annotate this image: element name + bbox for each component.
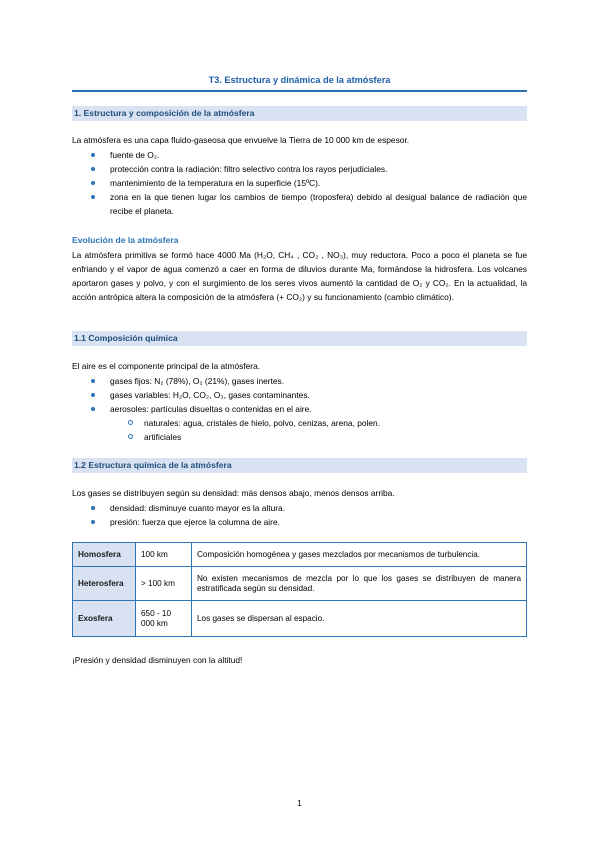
list-item: densidad: disminuye cuanto mayor es la altura. bbox=[72, 501, 527, 515]
section-1-intro: La atmósfera es una capa fluido-gaseosa que envuelve la Tierra de 10 000 km de espesor. bbox=[72, 135, 410, 145]
sub-list-item: naturales: agua, cristales de hielo, polvo, cenizas, arena, polen. bbox=[72, 416, 527, 430]
hollow-bullet-icon bbox=[128, 434, 133, 439]
atmosphere-layers-table bbox=[72, 542, 527, 637]
page-number: 1 bbox=[297, 798, 302, 808]
hollow-bullet-icon bbox=[128, 420, 133, 425]
list-item: mantenimiento de la temperatura en la superficie (15ºC). bbox=[72, 176, 527, 190]
layer-name-cell: Homosfera bbox=[73, 543, 136, 567]
list-item: gases variables: H₂O, CO₂, O₃, gases contaminantes. bbox=[72, 388, 527, 402]
section-1-1-intro: El aire es el componente principal de la atmósfera. bbox=[72, 361, 261, 371]
list-item: zona en la que tienen lugar los cambios de tiempo (troposfera) debido al desigual balance de radiación que recibe el planeta. bbox=[72, 190, 527, 218]
table-row bbox=[73, 567, 527, 601]
document-page bbox=[72, 0, 527, 848]
list-item: protección contra la radiación: filtro selectivo contra los rayos perjudiciales. bbox=[72, 162, 527, 176]
layer-name-cell: Heterosfera bbox=[73, 567, 136, 601]
list-item: fuente de O₂. bbox=[72, 148, 527, 162]
bullet-icon bbox=[91, 195, 95, 199]
list-item: presión: fuerza que ejerce la columna de aire. bbox=[72, 515, 527, 529]
section-heading-1-1: 1.1 Composición química bbox=[72, 331, 527, 346]
section-1-2-intro: Los gases se distribuyen según su densidad: más densos abajo, menos densos arriba. bbox=[72, 488, 395, 498]
bullet-icon bbox=[91, 379, 95, 383]
list-item: gases fijos: N₂ (78%), O₂ (21%), gases inertes. bbox=[72, 374, 527, 388]
bullet-icon bbox=[91, 167, 95, 171]
title-underline bbox=[72, 90, 527, 92]
document-title: T3. Estructura y dinámica de la atmósfera bbox=[208, 75, 391, 85]
sub-list-item: artificiales bbox=[72, 430, 527, 444]
section-heading-1-2: 1.2 Estructura química de la atmósfera bbox=[72, 458, 527, 473]
bullet-icon bbox=[91, 407, 95, 411]
layer-altitude-cell: > 100 km bbox=[136, 567, 192, 601]
layer-altitude-cell: 650 - 10 000 km bbox=[136, 601, 192, 637]
list-item: aerosoles: partículas disueltas o contenidas en el aire. bbox=[72, 402, 527, 416]
bullet-icon bbox=[91, 520, 95, 524]
table-row bbox=[73, 543, 527, 567]
bullet-icon bbox=[91, 181, 95, 185]
layer-description-cell: Composición homogénea y gases mezclados por mecanismos de turbulencia. bbox=[192, 543, 527, 567]
final-note: ¡Presión y densidad disminuyen con la altitud! bbox=[72, 655, 243, 665]
bullet-icon bbox=[91, 393, 95, 397]
layer-description-cell: Los gases se dispersan al espacio. bbox=[192, 601, 527, 637]
layer-name-cell: Exosfera bbox=[73, 601, 136, 637]
bullet-icon bbox=[91, 153, 95, 157]
bullet-icon bbox=[91, 506, 95, 510]
section-1-2-bullet-list bbox=[72, 501, 527, 529]
evolution-paragraph: La atmósfera primitiva se formó hace 4000 Ma (H₂O, CH₄ , CO₂ , NO₃), muy reductora. Poco a poco el planeta se fue enfriando y el vapor de agua comenzó a caer en forma de diluvios durante Ma, formándose la hidrosfera. Los volcanes aportaron gases y polvo, y con el surgimiento de los seres vivos aumentó la cantidad de O₂ y CO₂. En la actualidad, la acción antrópica altera la composición de la atmósfera (+ CO₂) y su funcionamiento (cambio climático). bbox=[72, 250, 527, 302]
table-row bbox=[73, 601, 527, 637]
layer-altitude-cell: 100 km bbox=[136, 543, 192, 567]
evolution-heading: Evolución de la atmósfera bbox=[72, 235, 179, 245]
section-1-1-bullet-list bbox=[72, 374, 527, 444]
section-1-bullet-list bbox=[72, 148, 527, 218]
section-heading-1: 1. Estructura y composición de la atmósfera bbox=[72, 106, 527, 121]
layer-description-cell: No existen mecanismos de mezcla por lo que los gases se distribuyen de manera estratificada según su densidad. bbox=[192, 567, 527, 601]
